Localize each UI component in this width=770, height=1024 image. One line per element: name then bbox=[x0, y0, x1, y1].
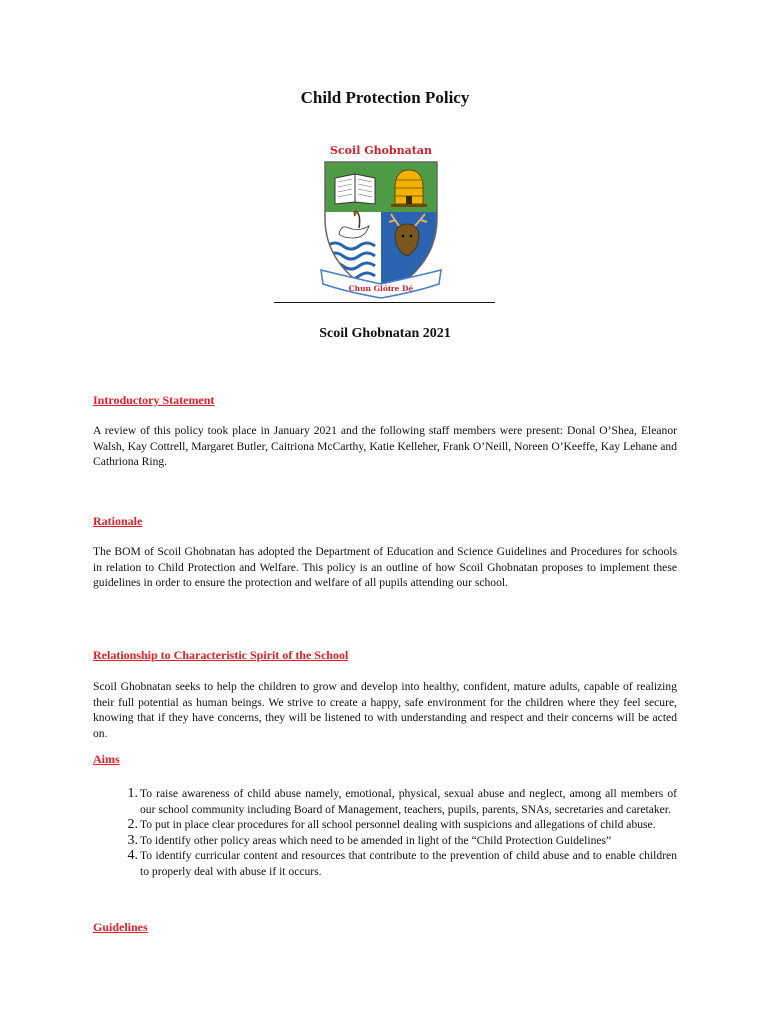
section-heading-aims: Aims bbox=[93, 752, 120, 766]
list-item-number: 4. bbox=[127, 848, 138, 863]
section-body-rationale: The BOM of Scoil Ghobnatan has adopted the Department of Education and Science Guidelines and Procedures for schools in relation to Child Protection and Welfare. This policy is an outline of how Scoil Ghobnatan proposes to implement these guidelines in order to ensure the protection and welfare of all pupils attending our school. bbox=[93, 545, 677, 589]
list-item-text: To identify curricular content and resources that contribute to the prevention of child abuse and to enable children to properly deal with abuse if it occurs. bbox=[140, 849, 677, 878]
list-item-number: 2. bbox=[127, 817, 138, 832]
list-item-text: To put in place clear procedures for all school personnel dealing with suspicions and allegations of child abuse. bbox=[140, 818, 656, 831]
list-item-text: To raise awareness of child abuse namely, emotional, physical, sexual abuse and neglect, among all members of our school community including Board of Management, teachers, pupils, parents, SNAs, secretaries and caretaker. bbox=[140, 787, 677, 816]
list-item-number: 3. bbox=[127, 832, 138, 848]
crest-divider-line bbox=[274, 302, 495, 303]
document-subtitle: Scoil Ghobnatan 2021 bbox=[319, 326, 451, 341]
list-item bbox=[93, 786, 677, 817]
section-body-spirit: Scoil Ghobnatan seeks to help the children to grow and develop into healthy, confident, mature adults, capable of realizing their full potential as human beings. We strive to create a happy, safe environment for the children where they feel secure, knowing that if they have concerns, they will be listened to with understanding and respect and their concerns will be acted on. bbox=[93, 680, 677, 740]
list-item bbox=[93, 848, 677, 879]
school-crest-logo bbox=[315, 138, 447, 303]
section-heading-guidelines: Guidelines bbox=[93, 920, 148, 934]
book-icon bbox=[335, 174, 375, 204]
document-title: Child Protection Policy bbox=[300, 88, 470, 107]
crest-banner-text: Scoil Ghobnatan bbox=[330, 144, 432, 157]
aims-list bbox=[93, 786, 677, 879]
section-body-intro: A review of this policy took place in January 2021 and the following staff members were present: Donal O’Shea, Eleanor Walsh, Kay Cottrell, Margaret Butler, Caitriona McCarthy, Katie Kelleher, Frank O’Neill, Noreen O’Keeffe, Kay Lehane and Cathriona Ring. bbox=[93, 424, 677, 468]
section-heading-spirit: Relationship to Characteristic Spirit of the School bbox=[93, 648, 349, 662]
section-heading-intro: Introductory Statement bbox=[93, 393, 215, 407]
list-item-number: 1. bbox=[127, 786, 138, 801]
list-item bbox=[93, 833, 677, 849]
list-item-text: To identify other policy areas which need to be amended in light of the “Child Protection Guidelines” bbox=[140, 833, 612, 847]
list-item bbox=[93, 817, 677, 833]
section-heading-rationale: Rationale bbox=[93, 514, 143, 528]
crest-motto-text: Chun Glóire Dé bbox=[348, 284, 414, 293]
